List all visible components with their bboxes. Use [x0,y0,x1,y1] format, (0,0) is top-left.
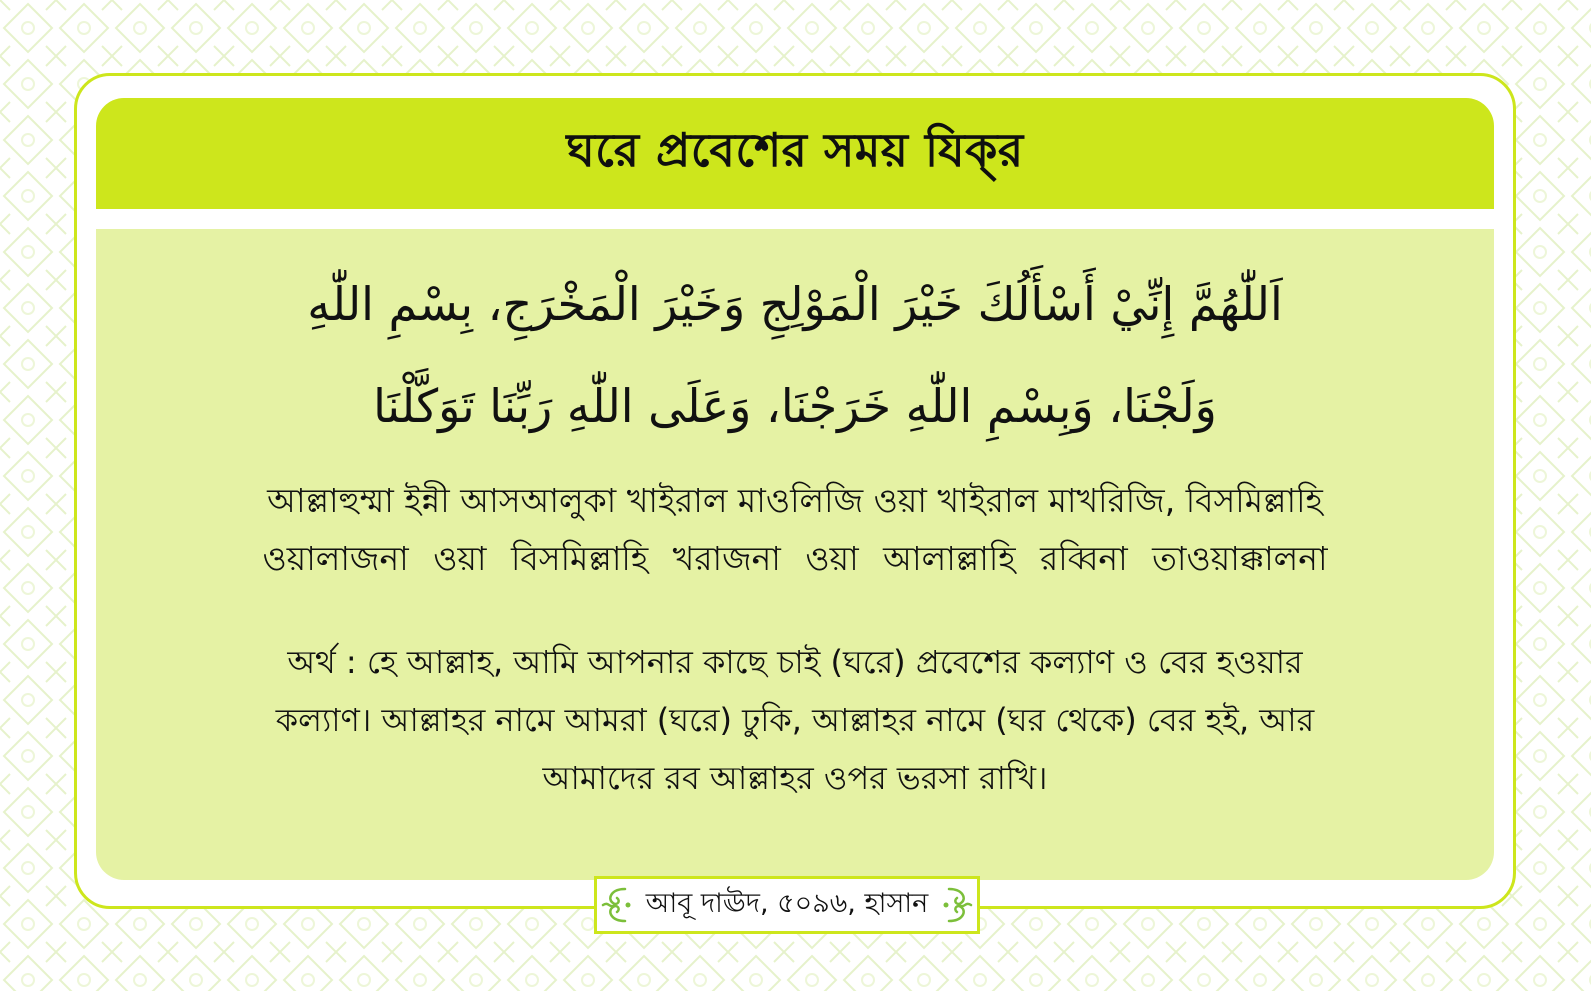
arabic-text-line-1: اَللّٰهُمَّ إِنِّيْ أَسْأَلُكَ خَيْرَ الْمَوْلِجِ وَخَيْرَ الْمَخْرَجِ، بِسْمِ اللّٰهِ [307,277,1283,331]
page-title: ঘরে প্রবেশের সময় যিক্‌র [566,122,1024,177]
swirl-ornament-icon [941,883,975,927]
swirl-ornament-icon [599,883,633,927]
content-panel [96,229,1494,880]
title-bar [96,98,1494,209]
transliteration-line-1: আল্লাহুম্মা ইন্নী আসআলুকা খাইরাল মাওলিজি ওয়া খাইরাল মাখরিজি, বিসমিল্লাহি [267,481,1323,520]
meaning-line-1: অর্থ : হে আল্লাহ, আমি আপনার কাছে চাই (ঘরে) প্রবেশের কল্যাণ ও বের হওয়ার [287,643,1303,681]
transliteration-line-2: ওয়ালাজনা ওয়া বিসমিল্লাহি খরাজনা ওয়া আলাল্লাহি রব্বিনা তাওয়াক্কালনা [262,539,1328,578]
meaning-line-3: আমাদের রব আল্লাহর ওপর ভরসা রাখি। [542,759,1048,797]
source-badge [594,876,980,934]
source-citation: আবূ দাঊদ, ৫০৯৬, হাসান [645,887,929,919]
meaning-line-2: কল্যাণ। আল্লাহর নামে আমরা (ঘরে) ঢুকি, আল্লাহর নামে (ঘর থেকে) বের হই, আর [275,701,1315,739]
arabic-text-line-2: وَلَجْنَا، وَبِسْمِ اللّٰهِ خَرَجْنَا، وَعَلَى اللّٰهِ رَبِّنَا تَوَكَّلْنَا [373,379,1217,433]
